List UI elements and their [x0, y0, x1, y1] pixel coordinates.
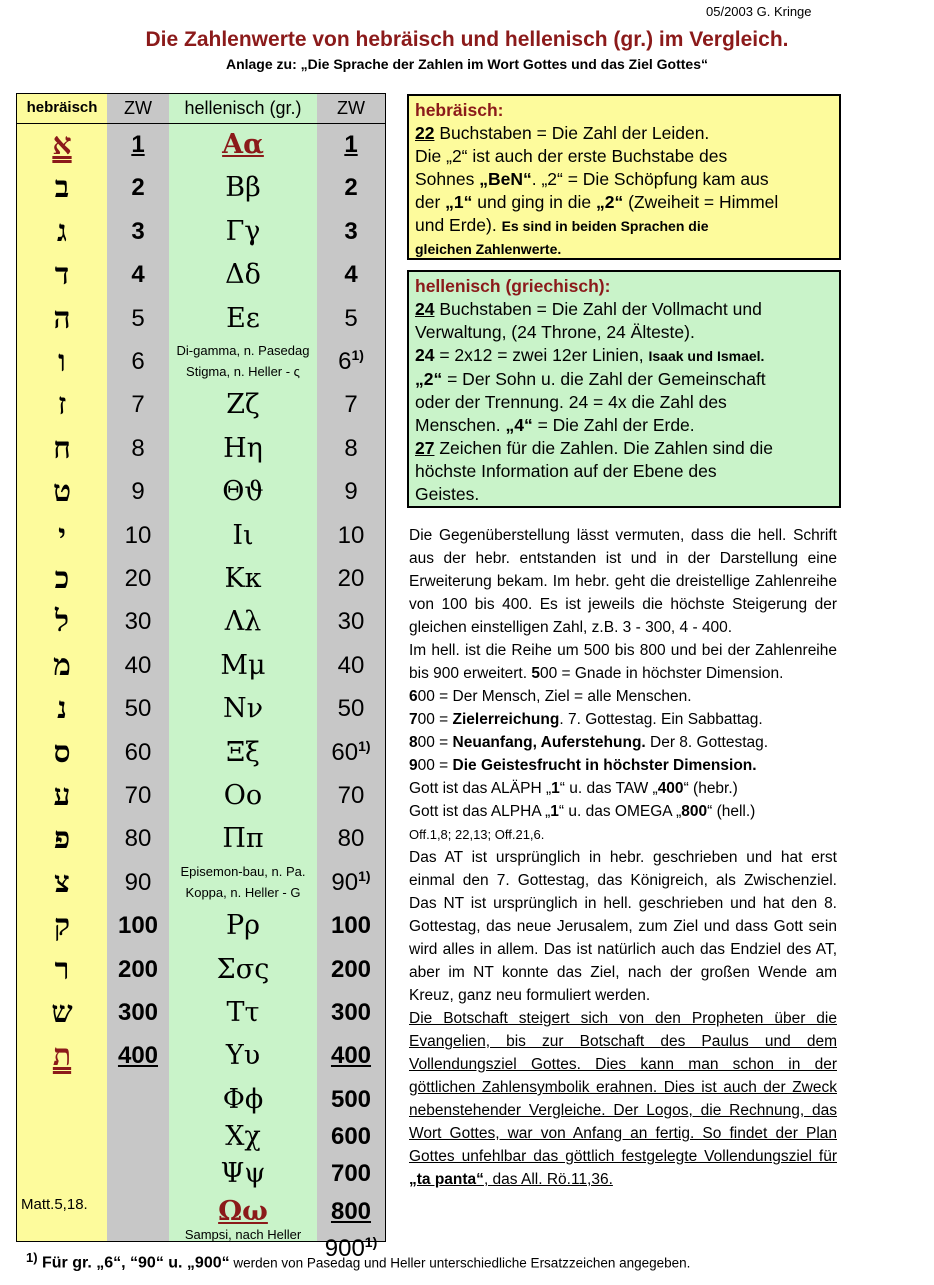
greek-value: 40: [337, 651, 365, 679]
footnote: [26, 1250, 690, 1273]
greek-value: 2: [344, 174, 358, 202]
greek-value: 80: [337, 825, 365, 853]
greek-value: 100: [330, 912, 372, 940]
greek-letter: Οο: [223, 780, 263, 811]
hebrew-value: 9: [131, 478, 145, 506]
greek-value: 30: [337, 608, 365, 636]
hebrew-value: 3: [131, 217, 145, 245]
text-line: 600 = Der Mensch, Ziel = alle Menschen.: [409, 688, 692, 705]
footnote-lead: Für gr. „6“, “90“ u. „900“: [37, 1254, 230, 1272]
hebrew-value: 100: [117, 912, 159, 940]
greek-letter: Ββ: [225, 172, 261, 204]
hebrew-letter: ס: [53, 734, 71, 770]
zw-header-greek: ZW: [317, 94, 385, 124]
text-line: 900 = Die Geistesfrucht in höchster Dimension.: [409, 757, 757, 774]
greek-letter: Ππ: [222, 823, 264, 855]
text-paragraph: Die Gegenüberstellung lässt vermuten, dass die hell. Schrift aus der hebr. entstanden ist und in der Darstellung eine Erweiterung bekam. Im hebr. geht die dreistellige Zahlenreihe von 100 bis 400. Es ist jeweils die höchste Steigerung der gleichen einstelligen Zahl, z.B. 3 - 300, 4 - 400.: [409, 527, 837, 636]
episemon-note: Episemon-bau, n. Pa.: [180, 863, 306, 879]
greek-letter: Ττ: [226, 997, 260, 1028]
hebrew-value: 30: [124, 608, 152, 636]
greek-value: 200: [330, 955, 372, 983]
hebrew-box-line: gleichen Zahlenwerte.: [415, 241, 562, 257]
hebrew-letter: מ: [53, 647, 71, 683]
greek-letter: Φϕ: [222, 1083, 264, 1115]
hebrew-value: 7: [131, 391, 145, 419]
hebrew-value: 60: [124, 738, 152, 766]
greek-letter: Αα: [222, 129, 264, 160]
hebrew-info-box: [407, 94, 841, 260]
text-line: Off.1,8; 22,13; Off.21,6.: [409, 827, 545, 842]
hebrew-value: 6: [131, 348, 145, 375]
greek-value: 400: [330, 1042, 372, 1070]
hebrew-header: hebräisch: [17, 94, 107, 124]
hebrew-letter: ע: [53, 778, 71, 813]
hebrew-value: 5: [131, 304, 145, 332]
greek-letter: Μμ: [220, 649, 266, 681]
greek-letter: Γγ: [225, 215, 261, 247]
footnote-ref: 1): [358, 867, 371, 884]
hebrew-value: 200: [117, 955, 159, 983]
greek-letter: Θϑ: [222, 476, 264, 508]
hebrew-letter: א: [52, 127, 72, 162]
greek-letter: Ηη: [223, 432, 263, 464]
hebrew-value: 4: [131, 261, 145, 289]
greek-value: 900$^{1)}$: [324, 1234, 378, 1263]
greek-value: 700: [330, 1160, 372, 1188]
digamma-note: Di-gamma, n. Pasedag: [176, 343, 310, 358]
hebrew-value: 40: [124, 651, 152, 679]
greek-letter: Νν: [222, 693, 264, 725]
hebrew-letter: ג: [57, 213, 67, 249]
hebrew-letter: י: [58, 517, 66, 553]
hebrew-value: 300: [117, 999, 159, 1026]
hebrew-box-line: und Erde). Es sind in beiden Sprachen die: [415, 215, 709, 235]
greek-box-line: 24 = 2x12 = zwei 12er Linien, Isaak und Ismael.: [415, 345, 765, 365]
hebrew-letter: כ: [54, 561, 70, 596]
page-subtitle: Anlage zu: „Die Sprache der Zahlen im Wort Gottes und das Ziel Gottes“: [225, 56, 709, 72]
hebrew-letter: ר: [54, 951, 70, 987]
greek-letter: Σσς: [216, 953, 270, 985]
hebrew-box-heading: hebräisch:: [415, 100, 504, 120]
greek-box-line: Geistes.: [415, 484, 480, 504]
hebrew-value: 8: [131, 434, 145, 462]
hebrew-value: 10: [124, 521, 152, 549]
text-paragraph: Im hell. ist die Reihe um 500 bis 800 und bei der Zahlenreihe bis 900 erweitert. 500 = Gnade in höchster Dimension.: [409, 642, 837, 682]
greek-letter: Λλ: [224, 606, 262, 638]
greek-value: 1: [344, 131, 358, 158]
greek-info-box: [407, 270, 841, 508]
text-paragraph: Die Botschaft steigert sich von den Propheten über die Evangelien, bis zur Botschaft des Paulus und dem Vollendungsziel Gottes. Dies kann man schon in der göttlichen Zahlensymbolik erahnen. Dies ist auch der Zweck nebenstehender Vergleiche. Der Logos, die Rechnung, das Wort Gottes, war von Anfang an fertig. So findet der Plan Gottes unfehlbar das göttlich festgelegte Vollendungsziel für „ta panta“, das All. Rö.11,36.: [409, 1010, 837, 1188]
greek-letter: Ωω: [218, 1195, 268, 1227]
hebrew-value: 2: [131, 174, 145, 202]
greek-box-line: „2“ = Der Sohn u. die Zahl der Gemeinschaft: [415, 369, 766, 389]
greek-value: 8: [344, 434, 358, 462]
author-date: 05/2003 G. Kringe: [706, 4, 812, 19]
hebrew-value: 20: [124, 565, 152, 592]
greek-value: 500: [330, 1085, 372, 1113]
greek-value: 300: [330, 999, 372, 1026]
greek-value: 10: [337, 521, 365, 549]
stigma-note: Stigma, n. Heller - ς: [186, 364, 300, 379]
hebrew-value: 80: [124, 825, 152, 853]
footnote-ref: 1): [351, 347, 364, 363]
text-line: 700 = Zielerreichung. 7. Gottestag. Ein Sabbattag.: [409, 711, 763, 728]
greek-letter: Χχ: [225, 1121, 261, 1153]
greek-header: hellenisch (gr.): [169, 94, 317, 124]
hebrew-letter: ו: [58, 344, 66, 379]
reference-matt: Matt.5,18.: [21, 1196, 88, 1213]
hebrew-value: 70: [124, 782, 152, 809]
greek-box-line: Verwaltung, (24 Throne, 24 Älteste).: [415, 322, 695, 342]
hebrew-letter: ח: [53, 430, 71, 466]
footnote-mark: 1): [26, 1250, 38, 1265]
hebrew-letter: ד: [54, 257, 70, 293]
hebrew-box-line: Sohnes „BeN“. „2“ = Die Schöpfung kam aus: [415, 169, 769, 189]
greek-letter: Εε: [226, 302, 260, 334]
greek-value: 6$^{1)}$: [338, 347, 364, 375]
greek-value: 7: [344, 391, 358, 419]
greek-value: 90$^{1)}$: [331, 867, 371, 896]
page-title: Die Zahlenwerte von hebräisch und hellenisch (gr.) im Vergleich.: [145, 28, 789, 51]
greek-box-line: oder der Trennung. 24 = 4x die Zahl des: [415, 392, 727, 412]
hebrew-letter: צ: [54, 864, 70, 900]
greek-letter: Ζζ: [226, 389, 260, 421]
text-line: Gott ist das ALÄPH „1“ u. das TAW „400“ (hebr.): [409, 780, 738, 797]
hebrew-value: 50: [124, 695, 152, 723]
greek-letter: Ιι: [232, 519, 254, 551]
text-line: Gott ist das ALPHA „1“ u. das OMEGA „800“ (hell.): [409, 803, 756, 820]
hebrew-values-column: [107, 94, 170, 1241]
greek-letter: Ρρ: [225, 910, 261, 942]
greek-box-line: Menschen. „4“ = Die Zahl der Erde.: [415, 415, 695, 435]
hebrew-letter: ל: [54, 604, 70, 640]
greek-value: 5: [344, 304, 358, 332]
text-line: 800 = Neuanfang, Auferstehung. Der 8. Gottestag.: [409, 734, 769, 751]
hebrew-value: 90: [124, 868, 152, 896]
hebrew-letter: ט: [52, 474, 72, 510]
hebrew-letter: פ: [53, 821, 71, 857]
greek-box-line: 27 Zeichen für die Zahlen. Die Zahlen sind die: [415, 438, 773, 458]
greek-value: 50: [337, 695, 365, 723]
footnote-ref: 1): [364, 1234, 378, 1251]
greek-values-column: [317, 94, 385, 1263]
greek-letter: Κκ: [224, 563, 262, 594]
greek-value: 4: [344, 261, 358, 289]
hebrew-letter: ז: [57, 387, 67, 423]
footnote-text: werden von Pasedag und Heller unterschiedliche Ersatzzeichen angegeben.: [229, 1255, 691, 1271]
greek-value: 3: [344, 217, 358, 245]
hebrew-box-line: der „1“ und ging in die „2“ (Zweiheit = Himmel: [415, 192, 779, 212]
hebrew-box-line: 22 Buchstaben = Die Zahl der Leiden.: [415, 123, 710, 143]
hebrew-letter: ת: [52, 1038, 72, 1074]
text-paragraph: Das AT ist ursprünglich in hebr. geschrieben und hat erst einmal den 7. Gottestag, das Königreich, als Zwischenziel. Das NT ist ursprünglich in hell. geschrieben und hat den 8. Gottestag, das neue Jerusalem, zum Ziel und dass Gott sein wird alles in allem. Das ist natürlich auch das Endziel des AT, aber im NT konnte das Ziel, nach der großen Wende am Kreuz, ganz neu formuliert werden.: [409, 849, 837, 1004]
hebrew-value: 400: [117, 1042, 159, 1070]
hebrew-value: 1: [131, 131, 145, 158]
hebrew-letter: ה: [53, 300, 71, 336]
koppa-note: Koppa, n. Heller - G: [185, 884, 301, 900]
greek-letter: Δδ: [225, 259, 261, 291]
greek-value: 9: [344, 478, 358, 506]
explanation-text: [409, 524, 837, 1191]
greek-value: 60$^{1)}$: [331, 737, 371, 766]
greek-box-line: höchste Information auf der Ebene des: [415, 461, 717, 481]
footnote-ref: 1): [358, 737, 371, 754]
greek-box-line: 24 Buchstaben = Die Zahl der Vollmacht und: [415, 299, 762, 319]
greek-letter: Ψψ: [220, 1158, 266, 1190]
greek-value: 20: [337, 565, 365, 592]
hebrew-letter: ב: [54, 170, 70, 206]
sampsi-note: Sampsi, nach Heller: [184, 1227, 302, 1243]
hebrew-box-line: Die „2“ ist auch der erste Buchstabe des: [415, 146, 728, 166]
hebrew-column: [17, 94, 108, 1241]
greek-box-heading: hellenisch (griechisch):: [415, 276, 611, 296]
greek-letter: Ξξ: [226, 736, 260, 768]
hebrew-letter: ש: [51, 995, 73, 1030]
hebrew-letter: נ: [57, 691, 67, 727]
greek-column: [169, 94, 318, 1241]
greek-letter: Υυ: [225, 1040, 261, 1072]
greek-value: 800: [330, 1197, 372, 1225]
greek-value: 600: [330, 1123, 372, 1151]
greek-value: 70: [337, 782, 365, 809]
hebrew-letter: ק: [53, 908, 71, 944]
zw-header-hebrew: ZW: [107, 94, 169, 124]
